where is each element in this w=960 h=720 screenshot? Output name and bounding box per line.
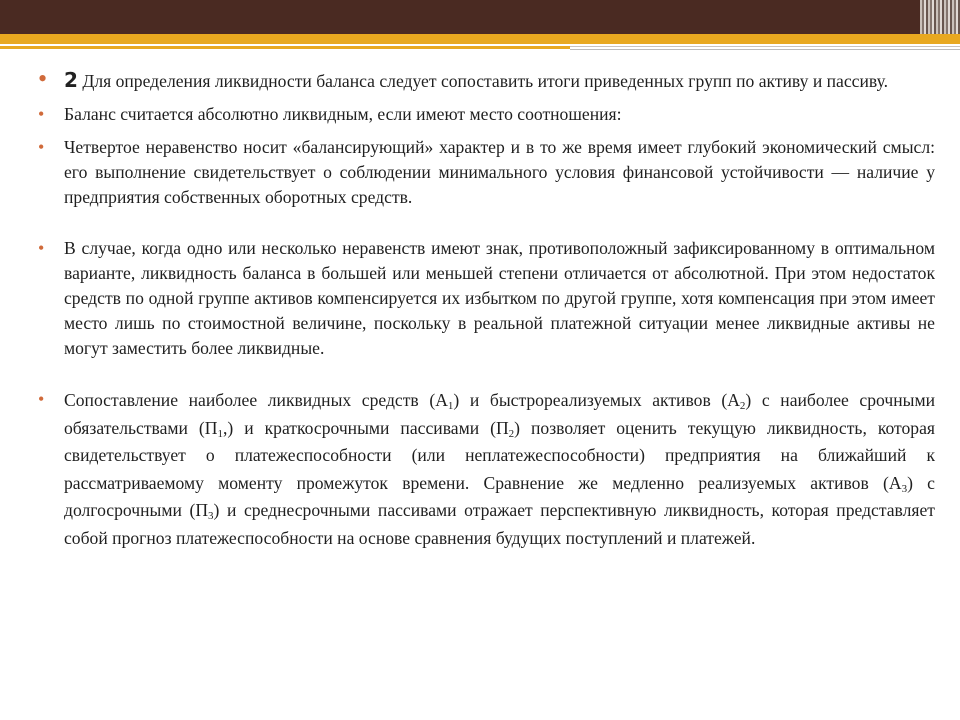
header-stripes [920, 0, 960, 34]
subscript: 2 [739, 400, 746, 412]
subscript: 3 [208, 510, 214, 522]
header-bar [0, 0, 960, 34]
text-segment: ,) и краткосрочными пассивами (П [222, 417, 509, 438]
subscript: 3 [901, 482, 908, 495]
text-segment: ) позволяет оценить текущую ликвидность, которая свидетельствует о платежеспособности (или неплатежеспособности) предприятия на ближайший к рассматриваемому моменту промежуток времени. Сравнение же медленно реализуемых активов (А [64, 417, 935, 493]
subscript: 1 [217, 427, 223, 440]
subscript: 2 [508, 427, 515, 440]
slide-content [38, 64, 936, 552]
accent-line [0, 46, 570, 49]
bullet-icon: • [38, 137, 45, 157]
bullet-icon: • [38, 238, 45, 258]
paragraph-3 [38, 135, 935, 210]
paragraph-5 [38, 387, 935, 552]
paragraph-number: 2 [64, 68, 78, 92]
paragraph-text: Баланс считается абсолютно ликвидным, если имеют место соотношения: [64, 104, 622, 124]
subscript: 1 [447, 400, 454, 412]
paragraph-4 [38, 236, 935, 361]
text-segment: ) и среднесрочными пассивами отражает перспективную ликвидность, которая представляет собой прогноз платежеспособности на основе сравнения будущих поступлений и платежей. [64, 500, 935, 548]
bullet-icon: • [38, 64, 48, 93]
bullet-icon: • [38, 389, 45, 409]
paragraph-1 [38, 64, 935, 94]
bullet-icon: • [38, 104, 45, 124]
paragraph-text: Для определения ликвидности баланса следует сопоставить итоги приведенных групп по активу и пассиву. [77, 71, 889, 91]
text-segment: ) и быстрореализуемых активов (А [453, 390, 740, 410]
paragraph-text: В случае, когда одно или несколько неравенств имеют знак, противоположный зафиксированному в оптимальном варианте, ликвидность баланса в большей или меньшей степени отличается от абсолютной. При этом недостаток средств по одной группе активов компенсируется их избытком по другой группе, хотя компенсация при этом имеет место лишь по стоимостной величине, поскольку в реальной платежной ситуации менее ликвидные активы не могут заместить более ликвидные. [64, 238, 935, 358]
accent-lines-right [570, 44, 960, 56]
text-segment: ) с долгосрочными (П [64, 472, 935, 520]
text-segment: ) с наиболее срочными обязательствами (П [64, 390, 936, 438]
accent-band [0, 34, 960, 44]
text-segment: Сопоставление наиболее ликвидных средств (А [64, 390, 448, 410]
paragraph-text: Четвертое неравенство носит «балансирующий» характер и в то же время имеет глубокий экономический смысл: его выполнение свидетельствует о соблюдении минимального условия финансовой устойчивости — наличие у предприятия собственных оборотных средств. [64, 137, 935, 207]
paragraph-2 [38, 102, 935, 127]
